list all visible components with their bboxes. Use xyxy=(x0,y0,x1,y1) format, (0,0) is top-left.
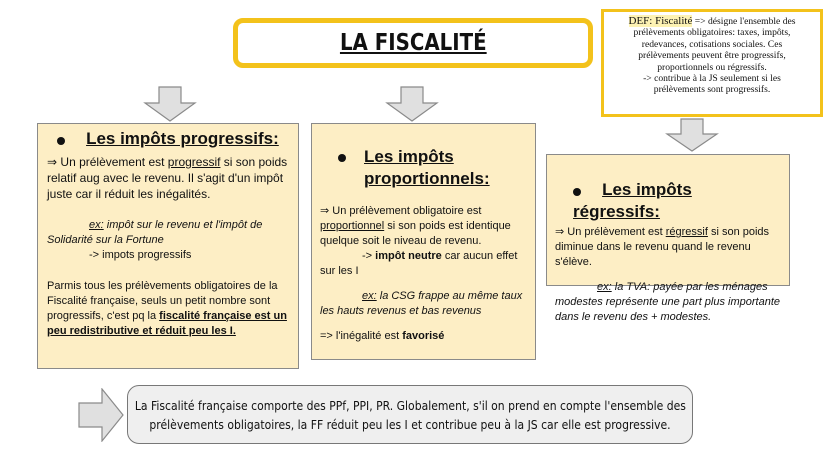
progressive-taxes-box xyxy=(37,123,299,369)
definition-line-2: prélèvements obligatoires: taxes, impôts, xyxy=(633,27,791,39)
definition-box xyxy=(601,9,823,117)
bullet-icon xyxy=(338,154,346,162)
implies-arrow-icon: ⇒ xyxy=(555,226,565,238)
definition-line-1: DEF: Fiscalité => désigne l'ensemble des xyxy=(628,15,796,27)
proportional-result: -> impôt neutre car aucun effet sur les I xyxy=(320,250,518,277)
bullet-icon xyxy=(573,188,581,196)
definition-line-6: -> contribue à la JS seulement si les xyxy=(643,73,781,85)
implies-arrow-icon: ⇒ xyxy=(320,205,330,217)
proportional-taxes-box xyxy=(311,123,536,360)
summary-line-2: prélèvements obligatoires, la FF réduit peu les I et contribue peu à la JS car elle est progressive. xyxy=(149,416,671,432)
arrow-down-icon-proportional xyxy=(385,86,439,122)
regressive-example: ex: la TVA: payée par les ménages modestes représente une part plus importante dans le revenu des + modestes. xyxy=(555,281,781,323)
regressive-definition: ⇒ Un prélèvement est régressif si son poids diminue dans le revenu quand le revenu s'élève. xyxy=(555,226,770,268)
proportional-heading: Les impôts proportionnels: xyxy=(364,147,490,188)
page-title: LA FISCALITÉ xyxy=(339,30,487,56)
proportional-definition: ⇒ Un prélèvement obligatoire est proportionnel si son poids est identique quelque soit le niveau de revenu. xyxy=(320,205,511,247)
regressive-taxes-box xyxy=(546,154,790,323)
regressive-heading-row xyxy=(555,179,781,223)
progressive-definition: ⇒ Un prélèvement est progressif si son poids relatif aug avec le revenu. Il s'agit d'un impôt juste car il réduit les inégalités. xyxy=(47,155,288,201)
regressive-heading: Les impôts régressifs: xyxy=(573,180,692,221)
bullet-icon xyxy=(57,137,65,145)
progressive-paragraph: Parmis tous les prélèvements obligatoires de la Fiscalité française, seuls un petit nombre sont progressifs, c'est pq la fiscalité française est un peu redistributive et réduit peu les I. xyxy=(47,280,287,337)
arrow-down-icon-regressive xyxy=(665,118,719,152)
proportional-heading-row xyxy=(320,146,527,190)
progressive-example: ex: impôt sur le revenu et l'impôt de Solidarité sur la Fortune xyxy=(47,219,263,246)
definition-line-4: prélèvements peuvent être progressifs, xyxy=(638,50,786,62)
definition-line-5: proportionnels ou régressifs. xyxy=(657,61,767,73)
proportional-conclusion: => l'inégalité est favorisé xyxy=(320,330,445,342)
definition-line-3: redevances, cotisations sociales. Ces xyxy=(641,38,783,50)
progressive-heading: Les impôts progressifs: xyxy=(86,129,279,148)
arrow-down-icon-progressive xyxy=(143,86,197,122)
progressive-example-result: -> impots progressifs xyxy=(89,249,192,261)
definition-line-7: prélèvements sont progressifs. xyxy=(653,84,771,96)
summary-line-1: La Fiscalité française comporte des PPf, PPI, PR. Globalement, s'il on prend en compte l'ensemble des xyxy=(134,397,686,413)
progressive-heading-row xyxy=(47,128,289,150)
definition-term: DEF: Fiscalité xyxy=(628,15,693,27)
implies-arrow-icon: ⇒ xyxy=(47,155,58,169)
summary-text xyxy=(90,396,731,434)
proportional-example: ex: la CSG frappe au même taux les hauts revenus et bas revenus xyxy=(320,290,523,317)
summary-box xyxy=(127,385,693,444)
title-box xyxy=(233,18,593,68)
